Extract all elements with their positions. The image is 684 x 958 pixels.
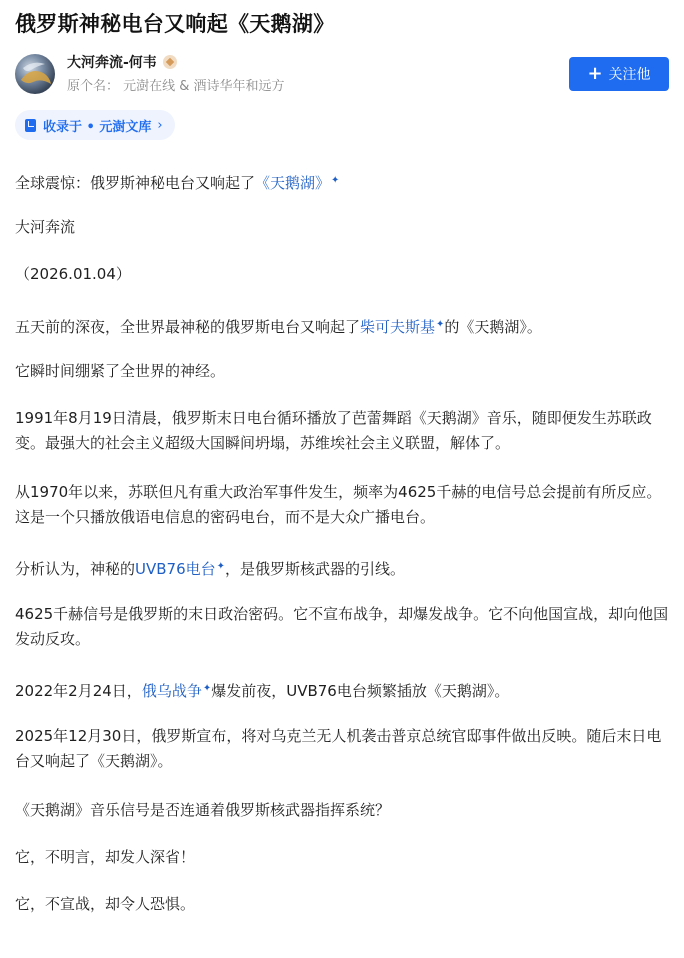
paragraph: 它，不宣战，却令人恐惧。 — [15, 895, 196, 913]
follow-button-label: 关注他 — [608, 67, 651, 83]
follow-button[interactable] — [569, 57, 669, 91]
paragraph-text: ，是俄罗斯核武器的引线。 — [225, 560, 406, 578]
paragraph-text: 2022年2月24日， — [15, 682, 142, 700]
paragraph: 大河奔流 — [15, 218, 76, 236]
collection-label: 收录于 • 元澍文库 — [43, 119, 152, 135]
article-title: 俄罗斯神秘电台又响起《天鹅湖》 — [15, 12, 335, 36]
paragraph: 4625千赫信号是俄罗斯的末日政治密码。它不宣布战争，却爆发战争。它不向他国宣战，却向他国发动反攻。 — [15, 605, 669, 648]
author-meta — [67, 75, 285, 94]
paragraph-text: 的《天鹅湖》。 — [444, 318, 542, 336]
chevron-right-icon: › — [157, 117, 163, 133]
paragraph: 它，不明言，却发人深省！ — [15, 848, 196, 866]
author-name[interactable] — [67, 52, 177, 72]
paragraph — [15, 168, 673, 196]
spark-icon: ✦ — [216, 561, 226, 572]
inline-link-uvb76[interactable]: UVB76电台 — [135, 560, 216, 578]
paragraph — [15, 554, 673, 582]
collection-pill[interactable] — [15, 110, 175, 140]
avatar-image-icon — [15, 54, 55, 94]
paragraph: （2026.01.04） — [15, 265, 131, 283]
paragraph-text: 爆发前夜，UVB76电台频繁插放《天鹅湖》。 — [211, 682, 510, 700]
paragraph: 它瞬时间绷紧了全世界的神经。 — [15, 362, 226, 380]
spark-icon: ✦ — [331, 175, 340, 186]
paragraph-text: 全球震惊：俄罗斯神秘电台又响起了 — [15, 174, 256, 192]
author-name-text[interactable]: 大河奔流-何韦 — [67, 55, 157, 71]
paragraph: 从1970年以来，苏联但凡有重大政治军事件发生，频率为4625千赫的电信号总会提前有所反应。这是一个只播放俄语电信息的密码电台，而不是大众广播电台。 — [15, 483, 662, 526]
paragraph: 2025年12月30日，俄罗斯宣布，将对乌克兰无人机袭击普京总统官邸事件做出反映。随后末日电台又响起了《天鹅湖》。 — [15, 727, 662, 770]
plus-icon: + — [587, 62, 603, 84]
inline-link-swan-lake[interactable]: 《天鹅湖》 — [255, 174, 331, 192]
spark-icon: ✦ — [202, 683, 212, 694]
paragraph: 《天鹅湖》音乐信号是否连通着俄罗斯核武器指挥系统？ — [15, 801, 391, 819]
paragraph-text: 五天前的深夜，全世界最神秘的俄罗斯电台又响起了 — [15, 318, 361, 336]
author-meta-text: 原个名： 元澍在线 & 酒诗华年和远方 — [67, 79, 285, 94]
paragraph: 1991年8月19日清晨，俄罗斯末日电台循环播放了芭蕾舞蹈《天鹅湖》音乐，随即便发生苏联政变。最强大的社会主义超级大国瞬间坍塌，苏维埃社会主义联盟，解体了。 — [15, 409, 652, 452]
bookmark-icon — [25, 119, 36, 132]
paragraph — [15, 676, 673, 704]
inline-link-russo-ukrainian-war[interactable]: 俄乌战争 — [141, 682, 202, 700]
verified-badge-icon — [163, 55, 177, 69]
author-avatar[interactable] — [15, 54, 55, 94]
paragraph-text: 分析认为，神秘的 — [15, 560, 136, 578]
paragraph — [15, 312, 673, 340]
spark-icon: ✦ — [436, 319, 445, 330]
inline-link-tchaikovsky[interactable]: 柴可夫斯基 — [360, 318, 436, 336]
